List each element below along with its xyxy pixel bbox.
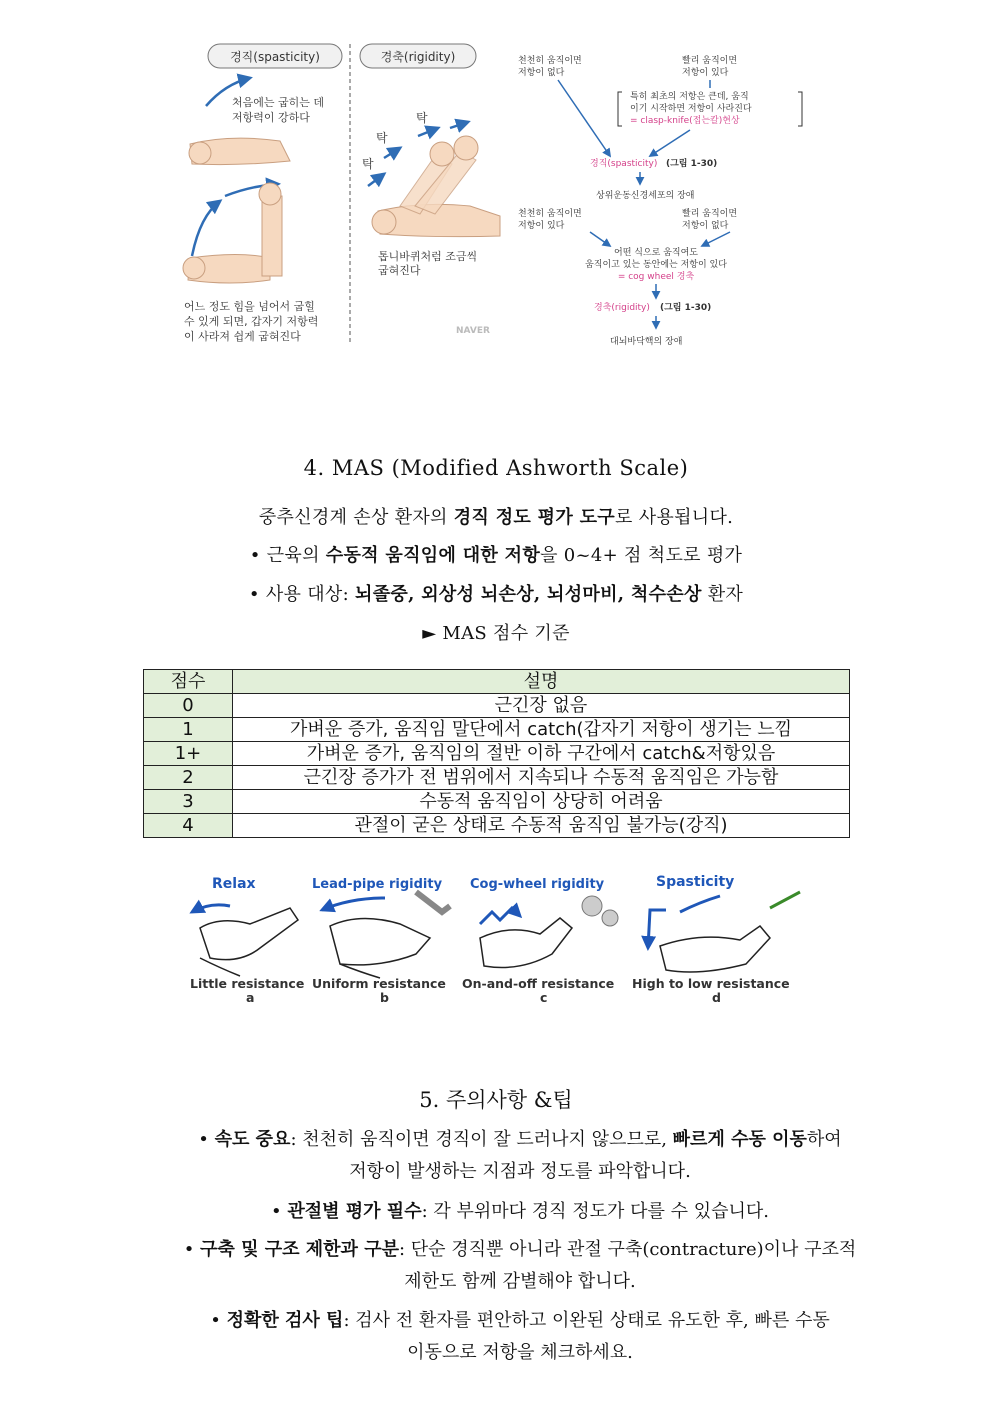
tip-accuracy	[110, 1305, 930, 1369]
row-score: 1+	[144, 742, 233, 766]
arm-vertical	[262, 196, 282, 276]
spasticity-rigidity-figure	[170, 36, 820, 356]
panel-d-letter: d	[712, 990, 721, 1005]
panel-d-title: Spasticity	[656, 874, 735, 890]
rigidity-arm-sequence	[372, 136, 500, 237]
panel-b-title: Lead-pipe rigidity	[312, 877, 443, 892]
tak-1: 탁	[362, 157, 374, 171]
tip-contracture	[110, 1234, 930, 1298]
flow-rigidity-fig: (그림 1-30)	[660, 303, 712, 313]
tip-bold: 정확한 검사 팁	[226, 1310, 344, 1331]
naver-watermark: NAVER	[456, 326, 490, 336]
flow-cog-wheel: = cog wheel 경축	[617, 272, 695, 282]
flow-clasp-knife: = clasp-knife(접는칼)현상	[630, 116, 740, 126]
spasticity-note-bottom-1: 어느 정도 힘을 넘어서 굽힐	[184, 300, 315, 313]
table-row	[144, 766, 850, 790]
flow-slow-no-resist-2: 저항이 없다	[518, 68, 565, 78]
intro-bold: 경직 정도 평가 도구	[453, 507, 615, 528]
flow-slow-resist-1: 천천히 움직이면	[518, 209, 582, 219]
rigidity-note-2: 굽혀진다	[378, 264, 421, 277]
spasticity-note-bottom-2: 수 있게 되면, 갑자기 저항력	[184, 315, 319, 328]
flow-clasp-note-2: 이기 시작하면 저항이 사라진다	[630, 104, 752, 114]
label-spasticity: 경직(spasticity)	[230, 50, 320, 64]
row-score: 4	[144, 814, 233, 838]
row-description: 가벼운 증가, 움직임의 절반 이하 구간에서 catch&저항있음	[233, 742, 850, 766]
tip-text: : 검사 전 환자를 편안하고 이완된 상태로 유도한 후, 빠른 수동	[343, 1310, 830, 1331]
tip-bullet: •	[270, 1201, 288, 1222]
bullet2-pre: • 사용 대상:	[248, 584, 356, 605]
flow-fast-no-resist-1: 빨리 움직이면	[682, 209, 738, 219]
tip-bold: 속도 중요	[214, 1129, 291, 1150]
tak-2: 탁	[376, 131, 388, 145]
panel-b-caption: Uniform resistance	[312, 976, 446, 991]
panel-c-letter: c	[540, 990, 548, 1005]
row-score: 3	[144, 790, 233, 814]
tip-bold: 관절별 평가 필수	[287, 1201, 422, 1222]
tip-text: : 단순 경직뿐 아니라 관절 구축(contracture)이나 구조적	[399, 1239, 857, 1260]
tip-speed	[110, 1124, 930, 1188]
flow-cog-note-1: 어떤 식으로 움직여도	[614, 248, 698, 258]
mas-table	[143, 669, 850, 838]
table-row	[144, 694, 850, 718]
panel-a-letter: a	[246, 990, 255, 1005]
tip-bold-2: 빠르게 수동 이동	[672, 1129, 807, 1150]
section4-bullet2	[0, 580, 992, 606]
bullet1-pre: • 근육의	[249, 545, 326, 566]
section5-title: 5. 주의사항 &팁	[419, 1088, 573, 1112]
panel-b-letter: b	[380, 990, 389, 1005]
rigidity-note-1: 톱니바퀴처럼 조금씩	[378, 250, 478, 263]
table-row	[144, 814, 850, 838]
panel-d-caption: High to low resistance	[632, 976, 790, 991]
tip-text-line2: 저항이 발생하는 지점과 정도를 파악합니다.	[349, 1161, 691, 1182]
intro-text: 중추신경계 손상 환자의	[258, 507, 454, 528]
row-description: 관절이 굳은 상태로 수동적 움직임 불가능(강직)	[233, 814, 850, 838]
row-score: 0	[144, 694, 233, 718]
row-description: 근긴장 증가가 전 범위에서 지속되나 수동적 움직임은 가능함	[233, 766, 850, 790]
tip-text: : 각 부위마다 경직 정도가 다를 수 있습니다.	[421, 1201, 770, 1222]
panel-c-title: Cog-wheel rigidity	[470, 877, 605, 892]
panel-c-caption: On-and-off resistance	[462, 976, 615, 991]
row-description: 근긴장 없음	[233, 694, 850, 718]
bullet1-bold: 수동적 움직임에 대한 저항	[325, 545, 541, 566]
bullet2-post: 환자	[701, 584, 744, 605]
header-description: 설명	[233, 670, 850, 694]
panel-d-hand	[660, 926, 770, 972]
panel-a-title: Relax	[212, 876, 256, 892]
header-score: 점수	[144, 670, 233, 694]
tak-3: 탁	[416, 111, 428, 125]
resistance-types-figure	[180, 868, 810, 1008]
tip-text-line2: 제한도 함께 감별해야 합니다.	[404, 1271, 636, 1292]
flow-rigidity-result: 경축(rigidity)	[594, 303, 650, 313]
section4-intro	[0, 503, 992, 529]
flow-spasticity-result: 경직(spasticity)	[590, 159, 658, 169]
flow-basal: 대뇌바닥핵의 장애	[610, 337, 683, 347]
flow-fast-no-resist-2: 저항이 없다	[682, 221, 729, 231]
label-rigidity: 경축(rigidity)	[380, 50, 456, 64]
bullet1-post: 을 0~4+ 점 척도로 평가	[540, 545, 743, 566]
table-row	[144, 718, 850, 742]
section4-bullet1	[0, 541, 992, 567]
spasticity-note-top-1: 처음에는 굽히는 데	[232, 96, 325, 109]
tip-text-line2: 이동으로 저항을 체크하세요.	[407, 1342, 633, 1363]
tip-bullet: •	[198, 1129, 215, 1150]
table-header-row	[144, 670, 850, 694]
row-score: 1	[144, 718, 233, 742]
flow-fast-resist-1: 빨리 움직이면	[682, 56, 738, 66]
flow-cog-note-2: 움직이고 있는 동안에는 저항이 있다	[585, 260, 727, 270]
tip-bullet: •	[183, 1239, 201, 1260]
flow-slow-no-resist-1: 천천히 움직이면	[518, 56, 582, 66]
panel-a-caption: Little resistance	[190, 976, 305, 991]
tip-joint	[110, 1196, 930, 1228]
bullet2-bold: 뇌졸중, 외상성 뇌손상, 뇌성마비, 척수손상	[355, 584, 702, 605]
tip-bold: 구축 및 구조 제한과 구분	[200, 1239, 399, 1260]
spasticity-note-top-2: 저항력이 강하다	[232, 111, 310, 124]
tip-text-end: 하여	[806, 1129, 842, 1150]
section4-title: 4. MAS (Modified Ashworth Scale)	[303, 456, 689, 480]
tip-text: : 천천히 움직이면 경직이 잘 드러나지 않으므로,	[290, 1129, 673, 1150]
intro-end: 로 사용됩니다.	[614, 507, 734, 528]
spasticity-note-bottom-3: 이 사라져 쉽게 굽혀진다	[184, 330, 301, 343]
row-description: 가벼운 증가, 움직임 말단에서 catch(갑자기 저항이 생기는 느낌	[233, 718, 850, 742]
flow-clasp-note-1: 특히 최초의 저항은 큰데, 움직	[630, 92, 749, 102]
panel-b-hand	[330, 918, 430, 978]
panel-c-hand	[480, 918, 572, 968]
flow-fast-resist-2: 저항이 있다	[682, 68, 729, 78]
table-row	[144, 742, 850, 766]
row-score: 2	[144, 766, 233, 790]
panel-a-hand	[200, 908, 298, 976]
flow-spasticity-fig: (그림 1-30)	[666, 159, 718, 169]
flow-upper-motor: 상위운동신경세포의 장애	[596, 191, 695, 201]
row-description: 수동적 움직임이 상당히 어려움	[233, 790, 850, 814]
tip-bullet: •	[210, 1310, 227, 1331]
mas-criteria-label: ► MAS 점수 기준	[422, 623, 570, 644]
flow-slow-resist-2: 저항이 있다	[518, 221, 565, 231]
table-row	[144, 790, 850, 814]
